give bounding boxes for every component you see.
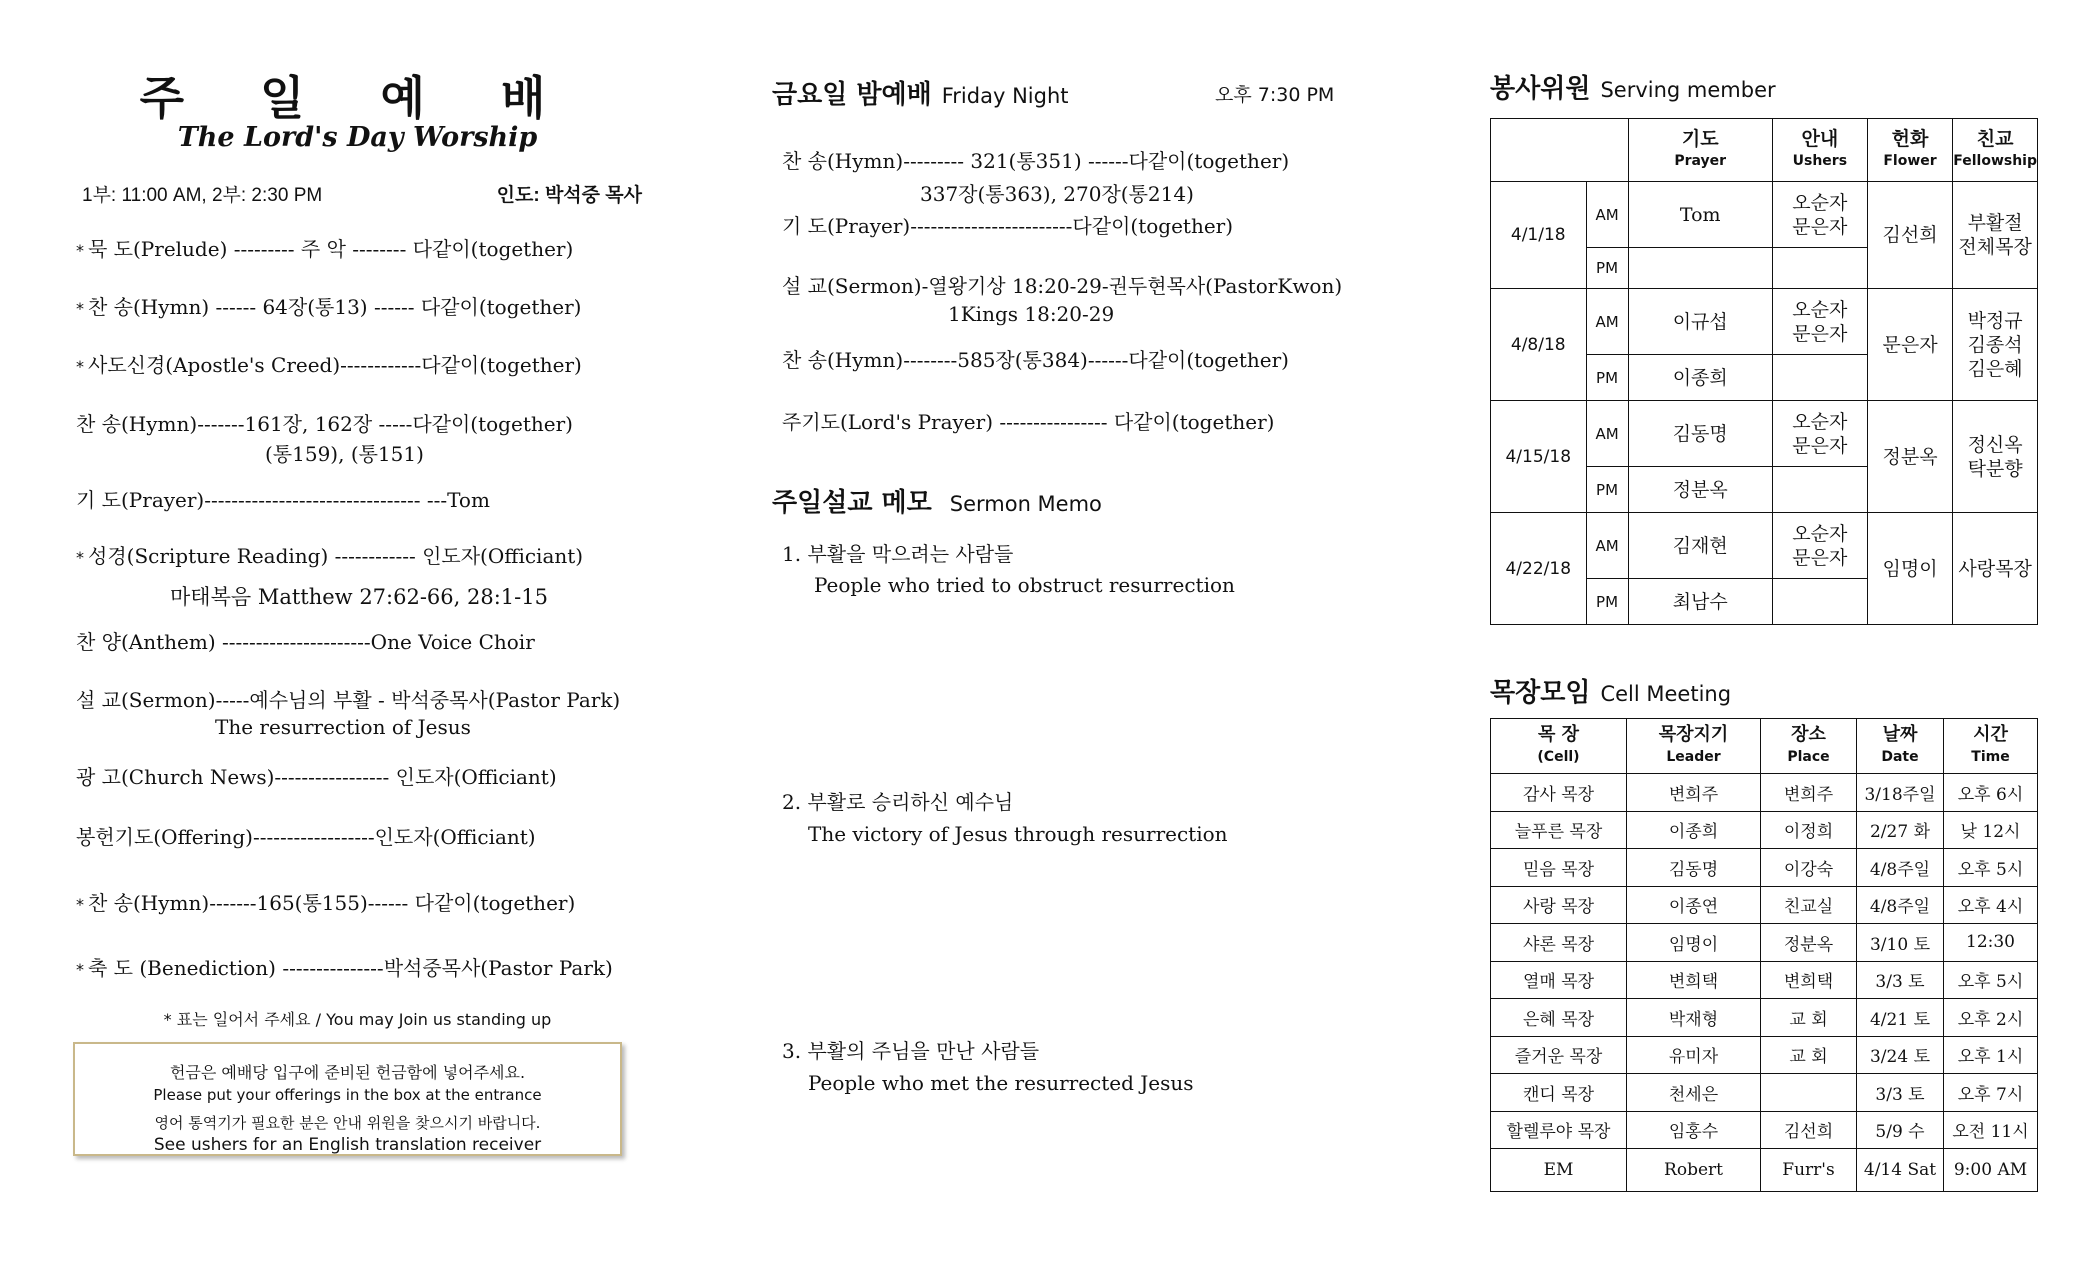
table-cell: 오후 2시 [1944, 999, 2038, 1037]
table-cell: 이강숙 [1761, 849, 1857, 887]
order-item: 찬 양(Anthem) ----------------------One Voice Choir [76, 630, 535, 654]
table-row: PM 이종희 [1491, 355, 2038, 401]
table-cell: EM [1491, 1149, 1627, 1192]
friday-line: 기 도(Prayer)------------------------다같이(together) [782, 214, 1234, 238]
table-cell: 김동명 [1627, 849, 1761, 887]
header-prayer: 기도 Prayer [1628, 119, 1772, 182]
table-row: PM 최남수 [1491, 579, 2038, 625]
table-cell: 할렐루야 목장 [1491, 1111, 1627, 1149]
table-cell: 오전 11시 [1944, 1111, 2038, 1149]
table-cell: 늘푸른 목장 [1491, 811, 1627, 849]
table-row [1491, 886, 2038, 924]
memo-point-en: The victory of Jesus through resurrection [808, 822, 1228, 846]
order-item: 봉헌기도(Offering)------------------인도자(Officiant) [76, 825, 536, 849]
table-cell: 박재형 [1627, 999, 1761, 1037]
table-cell: 변희주 [1627, 774, 1761, 812]
order-item: * 찬 송(Hymn) ------ 64장(통13) ------ 다같이(together) [76, 295, 582, 319]
header-date: 날짜 Date [1857, 719, 1944, 774]
table-cell: 임홍수 [1627, 1111, 1761, 1149]
table-cell: Furr's [1761, 1149, 1857, 1192]
table-row [1491, 924, 2038, 962]
table-cell: 이정희 [1761, 811, 1857, 849]
star-icon: * [76, 548, 84, 567]
friday-line: 설 교(Sermon)-열왕기상 18:20-29-권두현목사(PastorKwon) [782, 274, 1343, 298]
standing-note: * 표는 일어서 주세요 / You may Join us standing up [163, 1010, 552, 1029]
memo-point: 1. 부활을 막으려는 사람들 [782, 542, 1014, 566]
table-row [1491, 961, 2038, 999]
order-item: 설 교(Sermon)-----예수님의 부활 - 박석중목사(Pastor Park) [76, 688, 621, 712]
table-cell: 유미자 [1627, 1036, 1761, 1074]
order-item: * 묵 도(Prelude) --------- 주 악 -------- 다같이(together) [76, 237, 574, 261]
cell-meeting-rows [1491, 774, 2038, 1192]
star-icon: * [76, 895, 84, 914]
table-cell: 4/21 토 [1857, 999, 1944, 1037]
table-row [1491, 1036, 2038, 1074]
offering-notice-box [73, 1042, 622, 1156]
table-cell: 3/3 토 [1857, 1074, 1944, 1112]
table-row [1491, 1111, 2038, 1149]
table-cell: 4/14 Sat [1857, 1149, 1944, 1192]
table-row: 4/8/18 AM 이규섭 오순자 문은자 문은자 박정규 김종석 김은혜 [1491, 289, 2038, 355]
sermon-memo-title: 주일설교 메모 Sermon Memo [772, 488, 1102, 518]
star-icon: * [76, 241, 84, 260]
table-cell: 4/8주일 [1857, 886, 1944, 924]
table-cell: 오후 5시 [1944, 849, 2038, 887]
table-cell: 오후 1시 [1944, 1036, 2038, 1074]
table-cell: 사랑 목장 [1491, 886, 1627, 924]
friday-line: 주기도(Lord's Prayer) ---------------- 다같이(together) [782, 410, 1275, 434]
service-times: 1부: 11:00 AM, 2부: 2:30 PM [82, 185, 323, 206]
table-cell: 친교실 [1761, 886, 1857, 924]
star-icon: * [76, 299, 84, 318]
table-cell: 은혜 목장 [1491, 999, 1627, 1037]
table-row [1491, 1074, 2038, 1112]
notice-line: 영어 통역기가 필요한 분은 안내 위원을 찾으시기 바랍니다. [154, 1114, 541, 1132]
friday-line: 찬 송(Hymn)--------- 321(통351) ------다같이(together) [782, 149, 1290, 173]
table-cell: 오후 5시 [1944, 961, 2038, 999]
order-subline: (통159), (통151) [265, 442, 424, 466]
table-row [1491, 774, 2038, 812]
worship-title: 주 일 예 배 [139, 71, 576, 125]
header-cell: 목 장 (Cell) [1491, 719, 1627, 774]
header-time: 시간 Time [1944, 719, 2038, 774]
serving-table [1490, 118, 2038, 625]
table-cell: 이종희 [1627, 811, 1761, 849]
table-cell: 5/9 수 [1857, 1111, 1944, 1149]
friday-line: 1Kings 18:20-29 [948, 302, 1115, 326]
memo-point: 2. 부활로 승리하신 예수님 [782, 790, 1014, 814]
table-cell: 오후 4시 [1944, 886, 2038, 924]
table-cell: 믿음 목장 [1491, 849, 1627, 887]
friday-line: 찬 송(Hymn)--------585장(통384)------다같이(together) [782, 348, 1289, 372]
serving-header-blank [1491, 119, 1629, 182]
notice-line: Please put your offerings in the box at the entrance [153, 1086, 542, 1104]
table-row: 4/22/18 AM 김재현 오순자 문은자 임명이 사랑목장 [1491, 513, 2038, 579]
table-cell: 3/3 토 [1857, 961, 1944, 999]
table-cell: 변희택 [1627, 961, 1761, 999]
table-cell: Robert [1627, 1149, 1761, 1192]
table-row [1491, 999, 2038, 1037]
table-cell [1761, 1074, 1857, 1112]
order-item: 찬 송(Hymn)-------161장, 162장 -----다같이(together) [76, 412, 573, 436]
table-cell: 즐거운 목장 [1491, 1036, 1627, 1074]
header-flower: 헌화 Flower [1867, 119, 1952, 182]
friday-time: 오후 7:30 PM [1215, 84, 1335, 106]
table-cell: 9:00 AM [1944, 1149, 2038, 1192]
table-cell: 임명이 [1627, 924, 1761, 962]
table-row [1491, 1149, 2038, 1192]
table-row [1491, 849, 2038, 887]
table-cell: 3/10 토 [1857, 924, 1944, 962]
header-place: 장소 Place [1761, 719, 1857, 774]
table-cell: 캔디 목장 [1491, 1074, 1627, 1112]
table-cell: 열매 목장 [1491, 961, 1627, 999]
header-leader: 목장지기 Leader [1627, 719, 1761, 774]
table-cell: 샤론 목장 [1491, 924, 1627, 962]
friday-title: 금요일 밤예배 Friday Night [772, 80, 1069, 110]
scripture-reference: 마태복음 Matthew 27:62-66, 28:1-15 [170, 585, 548, 609]
header-ushers: 안내 Ushers [1772, 119, 1867, 182]
order-item: * 찬 송(Hymn)-------165(통155)------ 다같이(together) [76, 891, 576, 915]
star-icon: * [76, 960, 84, 979]
order-item: * 성경(Scripture Reading) ------------ 인도자(Officiant) [76, 544, 584, 568]
table-cell: 4/8주일 [1857, 849, 1944, 887]
table-cell: 변희택 [1761, 961, 1857, 999]
order-item: * 축 도 (Benediction) ---------------박석중목사(Pastor Park) [76, 956, 613, 980]
table-cell: 김선희 [1761, 1111, 1857, 1149]
memo-point-en: People who met the resurrected Jesus [808, 1071, 1194, 1095]
cell-meeting-title: 목장모임 Cell Meeting [1490, 678, 1732, 708]
sermon-title-en: The resurrection of Jesus [215, 715, 471, 739]
table-row: PM 정분옥 [1491, 467, 2038, 513]
memo-point: 3. 부활의 주님을 만난 사람들 [782, 1039, 1040, 1063]
table-cell: 교 회 [1761, 1036, 1857, 1074]
memo-point-en: People who tried to obstruct resurrection [814, 573, 1235, 597]
table-row: 4/1/18 AM Tom 오순자 문은자 김선희 부활절 전체목장 [1491, 182, 2038, 248]
star-icon: * [76, 357, 84, 376]
header-fellowship: 친교 Fellowship [1953, 119, 2038, 182]
table-cell: 낮 12시 [1944, 811, 2038, 849]
notice-line: 헌금은 예배당 입구에 준비된 헌금함에 넣어주세요. [169, 1063, 526, 1082]
worship-subtitle: The Lord's Day Worship [177, 122, 538, 153]
table-cell: 정분옥 [1761, 924, 1857, 962]
table-row [1491, 811, 2038, 849]
table-row: PM [1491, 248, 2038, 289]
table-cell: 12:30 [1944, 924, 2038, 962]
table-cell: 오후 7시 [1944, 1074, 2038, 1112]
order-item: 광 고(Church News)----------------- 인도자(Officiant) [76, 765, 557, 789]
table-cell: 이종연 [1627, 886, 1761, 924]
worship-leader: 인도: 박석중 목사 [496, 185, 642, 206]
table-cell: 감사 목장 [1491, 774, 1627, 812]
order-item: * 사도신경(Apostle's Creed)------------다같이(together) [76, 353, 582, 377]
table-cell: 변희주 [1761, 774, 1857, 812]
table-cell: 천세은 [1627, 1074, 1761, 1112]
table-cell: 3/18주일 [1857, 774, 1944, 812]
serving-title: 봉사위원 Serving member [1490, 74, 1776, 104]
table-row: 4/15/18 AM 김동명 오순자 문은자 정분옥 정신옥 탁분향 [1491, 401, 2038, 467]
table-cell: 3/24 토 [1857, 1036, 1944, 1074]
table-cell: 교 회 [1761, 999, 1857, 1037]
friday-line: 337장(통363), 270장(통214) [920, 182, 1194, 206]
table-cell: 2/27 화 [1857, 811, 1944, 849]
table-cell: 오후 6시 [1944, 774, 2038, 812]
worship-info [82, 180, 642, 207]
notice-line: See ushers for an English translation receiver [153, 1135, 542, 1155]
order-item: 기 도(Prayer)-------------------------------- ---Tom [76, 488, 490, 512]
cell-meeting-table [1490, 718, 2038, 1192]
